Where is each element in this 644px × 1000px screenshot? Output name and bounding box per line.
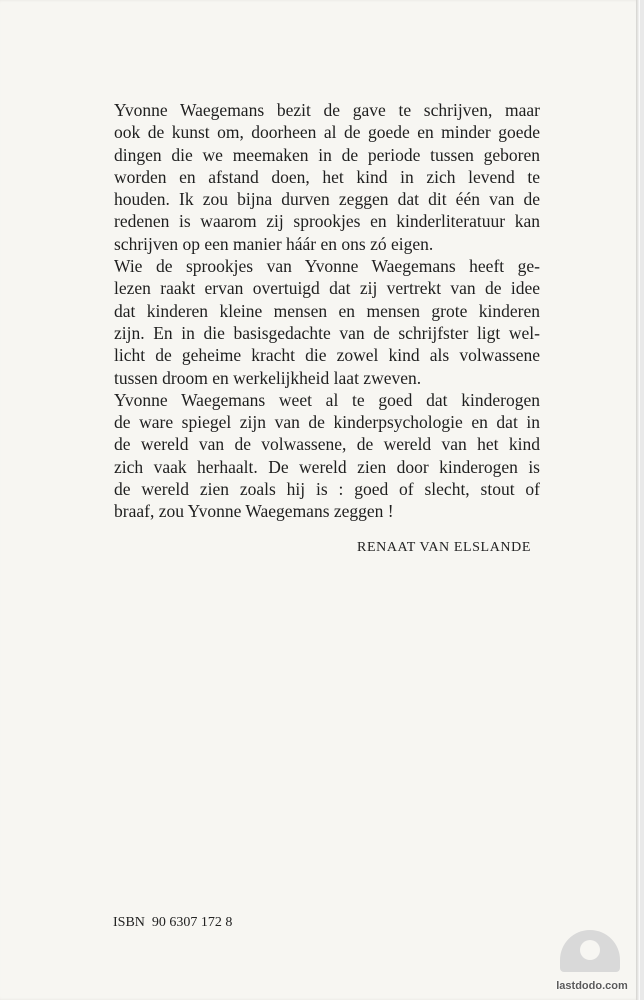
blurb-line: worden en afstand doen, het kind in zich levend te (114, 166, 540, 187)
blurb-line: zijn. En in die basisgedachte van de schrijfster ligt wel- (114, 322, 540, 343)
blurb-line: de ware spiegel zijn van de kinderpsychologie en dat in (114, 412, 540, 433)
page-edge (636, 0, 640, 1000)
blurb-line: Yvonne Waegemans bezit de gave te schrijven, maar (114, 100, 540, 120)
watermark-icon (560, 930, 620, 972)
blurb-text (114, 99, 540, 523)
watermark-text: lastdodo.com (556, 980, 628, 992)
blurb-line: Yvonne Waegemans weet al te goed dat kinderogen (114, 389, 540, 410)
blurb-line: licht de geheime kracht die zowel kind als volwassene (114, 345, 540, 366)
blurb-line: de wereld van de volwassene, de wereld van het kind (114, 434, 540, 455)
blurb-line: braaf, zou Yvonne Waegemans zeggen ! (114, 501, 394, 522)
blurb-line: dat kinderen kleine mensen en mensen grote kinderen (114, 300, 540, 321)
isbn-number: ISBN 90 6307 172 8 (113, 915, 233, 930)
watermark-logo (550, 930, 634, 992)
author-signature: RENAAT VAN ELSLANDE (357, 540, 531, 555)
blurb-line: zich vaak herhaalt. De wereld zien door kinderogen is (114, 456, 540, 477)
blurb-line: de wereld zien zoals hij is : goed of slecht, stout of (114, 479, 540, 500)
blurb-line: dingen die we meemaken in de periode tussen geboren (114, 144, 540, 165)
blurb-line: lezen raakt ervan overtuigd dat zij vertrekt van de idee (114, 278, 540, 299)
blurb-line: redenen is waarom zij sprookjes en kinderliteratuur kan (114, 211, 540, 232)
blurb-line: ook de kunst om, doorheen al de goede en minder goede (114, 122, 540, 143)
blurb-line: schrijven op een manier háár en ons zó eigen. (114, 233, 434, 254)
blurb-line: houden. Ik zou bijna durven zeggen dat dit één van de (114, 189, 540, 210)
blurb-line: tussen droom en werkelijkheid laat zweven. (114, 367, 422, 388)
blurb-line: Wie de sprookjes van Yvonne Waegemans heeft ge- (114, 256, 540, 277)
